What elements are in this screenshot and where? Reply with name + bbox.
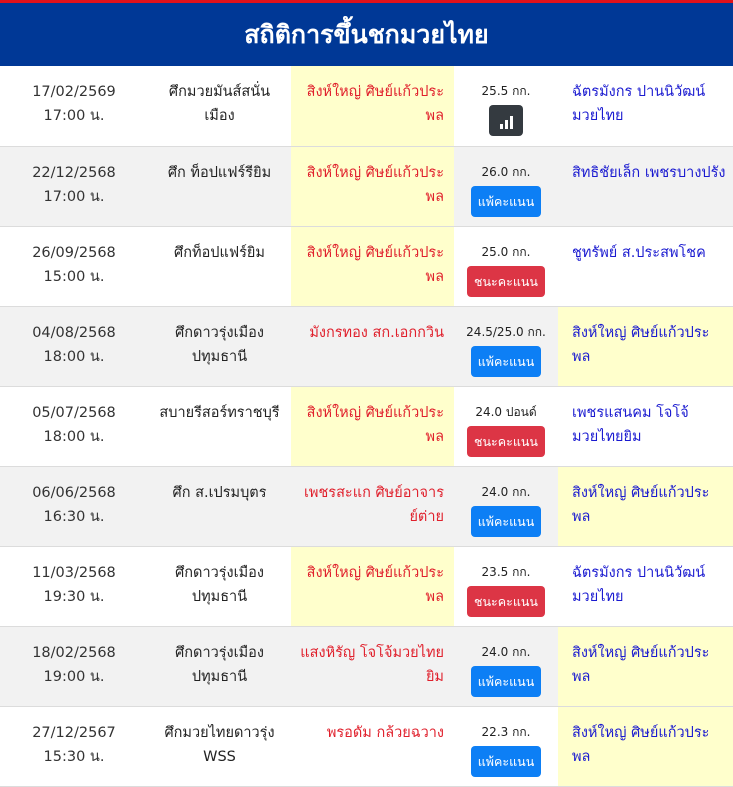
weight-label: 25.0 กก. — [481, 244, 531, 259]
blue-corner-fighter-link[interactable]: สิงห์ใหญ่ ศิษย์แก้วประพล — [572, 324, 710, 365]
fight-date: 11/03/2568 — [32, 564, 116, 581]
event-name-cell — [148, 66, 291, 146]
weight-label: 24.0 กก. — [481, 644, 531, 659]
blue-corner-cell — [558, 706, 733, 786]
event-name: ศึก ส.เปรมบุตร — [172, 484, 267, 501]
blue-corner-fighter-link[interactable]: ฉัตรมังกร ปานนิวัฒน์มวยไทย — [572, 564, 706, 605]
red-corner-fighter-link[interactable]: แสงหิรัญ โจโจ้มวยไทยยิม — [300, 644, 444, 685]
blue-corner-cell — [558, 546, 733, 626]
red-corner-fighter-link[interactable]: สิงห์ใหญ่ ศิษย์แก้วประพล — [306, 564, 444, 605]
red-corner-cell — [291, 546, 454, 626]
table-row — [0, 466, 733, 546]
weight-label: 26.0 กก. — [481, 164, 531, 179]
fight-time: 17:00 น. — [43, 108, 105, 124]
red-corner-fighter-link[interactable]: สิงห์ใหญ่ ศิษย์แก้วประพล — [306, 164, 444, 205]
event-name-cell — [148, 706, 291, 786]
fight-date: 04/08/2568 — [32, 324, 116, 341]
red-corner-fighter-link[interactable]: มังกรทอง สก.เอกกวิน — [309, 324, 444, 341]
fight-date: 18/02/2568 — [32, 644, 116, 661]
table-row — [0, 546, 733, 626]
table-row — [0, 306, 733, 386]
table-row — [0, 226, 733, 306]
blue-corner-fighter-link[interactable]: ฉัตรมังกร ปานนิวัฒน์มวยไทย — [572, 84, 706, 124]
lose-result-badge[interactable]: แพ้คะแนน — [471, 346, 542, 377]
blue-corner-fighter-link[interactable]: สิทธิชัยเล็ก เพชรบางปรัง — [572, 164, 726, 181]
red-corner-fighter-link[interactable]: สิงห์ใหญ่ ศิษย์แก้วประพล — [306, 404, 444, 445]
blue-corner-cell — [558, 306, 733, 386]
event-name: ศึกดาวรุ่งเมืองปทุมธานี — [175, 564, 264, 605]
win-result-badge[interactable]: ชนะคะแนน — [467, 266, 545, 297]
blue-corner-fighter-link[interactable]: สิงห์ใหญ่ ศิษย์แก้วประพล — [572, 484, 710, 525]
fight-date: 26/09/2568 — [32, 244, 116, 261]
stats-button[interactable] — [489, 105, 523, 136]
fight-date: 05/07/2568 — [32, 404, 116, 421]
blue-corner-fighter-link[interactable]: เพชรแสนคม โจโจ้มวยไทยยิม — [572, 404, 689, 445]
red-corner-cell — [291, 386, 454, 466]
blue-corner-cell — [558, 466, 733, 546]
event-name-cell — [148, 626, 291, 706]
fight-time: 18:00 น. — [43, 428, 105, 445]
red-corner-cell — [291, 66, 454, 146]
red-corner-cell — [291, 146, 454, 226]
result-cell — [454, 306, 558, 386]
fight-time: 15:00 น. — [43, 268, 105, 285]
result-cell — [454, 466, 558, 546]
event-name-cell — [148, 466, 291, 546]
weight-label: 24.5/25.0 กก. — [466, 324, 546, 339]
weight-label: 23.5 กก. — [481, 564, 531, 579]
red-corner-fighter-link[interactable]: พรอดัม กล้วยฉวาง — [326, 724, 444, 741]
event-name: ศึกดาวรุ่งเมืองปทุมธานี — [175, 324, 264, 365]
event-name-cell — [148, 226, 291, 306]
result-cell — [454, 146, 558, 226]
fight-date: 17/02/2569 — [32, 84, 116, 100]
fight-datetime-cell — [0, 66, 148, 146]
blue-corner-fighter-link[interactable]: สิงห์ใหญ่ ศิษย์แก้วประพล — [572, 644, 710, 685]
page-title: สถิติการขึ้นชกมวยไทย — [244, 19, 489, 49]
weight-label: 25.5 กก. — [481, 84, 531, 98]
event-name-cell — [148, 146, 291, 226]
fight-time: 16:30 น. — [43, 508, 105, 525]
lose-result-badge[interactable]: แพ้คะแนน — [471, 746, 542, 777]
red-corner-cell — [291, 626, 454, 706]
fight-datetime-cell — [0, 706, 148, 786]
red-corner-fighter-link[interactable]: เพชรสะแก ศิษย์อาจารย์ต่าย — [303, 484, 444, 525]
fight-history-table — [0, 66, 733, 787]
event-name-cell — [148, 386, 291, 466]
event-name: ศึกมวยมันส์สนั่นเมือง — [168, 84, 271, 124]
red-corner-cell — [291, 466, 454, 546]
result-cell — [454, 386, 558, 466]
event-name-cell — [148, 306, 291, 386]
fight-time: 19:30 น. — [43, 588, 105, 605]
blue-corner-fighter-link[interactable]: ชูทรัพย์ ส.ประสพโชค — [572, 244, 706, 261]
fight-datetime-cell — [0, 306, 148, 386]
lose-result-badge[interactable]: แพ้คะแนน — [471, 506, 542, 537]
event-name: ศึกมวยไทยดาวรุ่ง WSS — [164, 724, 275, 765]
red-corner-cell — [291, 226, 454, 306]
weight-label: 24.0 กก. — [481, 484, 531, 499]
table-row — [0, 66, 733, 146]
event-name: ศึกท็อปแฟร์ยิม — [174, 244, 265, 261]
win-result-badge[interactable]: ชนะคะแนน — [467, 586, 545, 617]
fight-date: 06/06/2568 — [32, 484, 116, 501]
event-name: สบายรีสอร์ทราชบุรี — [159, 404, 280, 421]
fight-datetime-cell — [0, 146, 148, 226]
fight-datetime-cell — [0, 386, 148, 466]
red-corner-fighter-link[interactable]: สิงห์ใหญ่ ศิษย์แก้วประพล — [306, 84, 444, 124]
blue-corner-cell — [558, 386, 733, 466]
weight-label: 24.0 ปอนด์ — [475, 404, 537, 419]
fight-time: 15:30 น. — [43, 748, 105, 765]
fight-datetime-cell — [0, 626, 148, 706]
blue-corner-cell — [558, 146, 733, 226]
fight-datetime-cell — [0, 546, 148, 626]
event-name: ศึก ท็อปแฟร์รียิม — [167, 164, 272, 181]
red-corner-fighter-link[interactable]: สิงห์ใหญ่ ศิษย์แก้วประพล — [306, 244, 444, 285]
fight-time: 19:00 น. — [43, 668, 105, 685]
blue-corner-cell — [558, 226, 733, 306]
event-name: ศึกดาวรุ่งเมืองปทุมธานี — [175, 644, 264, 685]
result-cell — [454, 66, 558, 146]
blue-corner-fighter-link[interactable]: สิงห์ใหญ่ ศิษย์แก้วประพล — [572, 724, 710, 765]
table-row — [0, 386, 733, 466]
result-cell — [454, 706, 558, 786]
lose-result-badge[interactable]: แพ้คะแนน — [471, 186, 542, 217]
result-cell — [454, 546, 558, 626]
result-cell — [454, 226, 558, 306]
event-name-cell — [148, 546, 291, 626]
fight-time: 18:00 น. — [43, 348, 105, 365]
blue-corner-cell — [558, 66, 733, 146]
fight-date: 27/12/2567 — [32, 724, 116, 741]
blue-corner-cell — [558, 626, 733, 706]
result-cell — [454, 626, 558, 706]
win-result-badge[interactable]: ชนะคะแนน — [467, 426, 545, 457]
weight-label: 22.3 กก. — [481, 724, 531, 739]
lose-result-badge[interactable]: แพ้คะแนน — [471, 666, 542, 697]
fight-time: 17:00 น. — [43, 188, 105, 205]
table-row — [0, 706, 733, 786]
table-row — [0, 146, 733, 226]
table-row — [0, 626, 733, 706]
stats-header — [0, 0, 733, 66]
red-corner-cell — [291, 706, 454, 786]
bar-chart-icon — [500, 115, 513, 129]
fight-date: 22/12/2568 — [32, 164, 116, 181]
red-corner-cell — [291, 306, 454, 386]
fight-datetime-cell — [0, 466, 148, 546]
fight-datetime-cell — [0, 226, 148, 306]
